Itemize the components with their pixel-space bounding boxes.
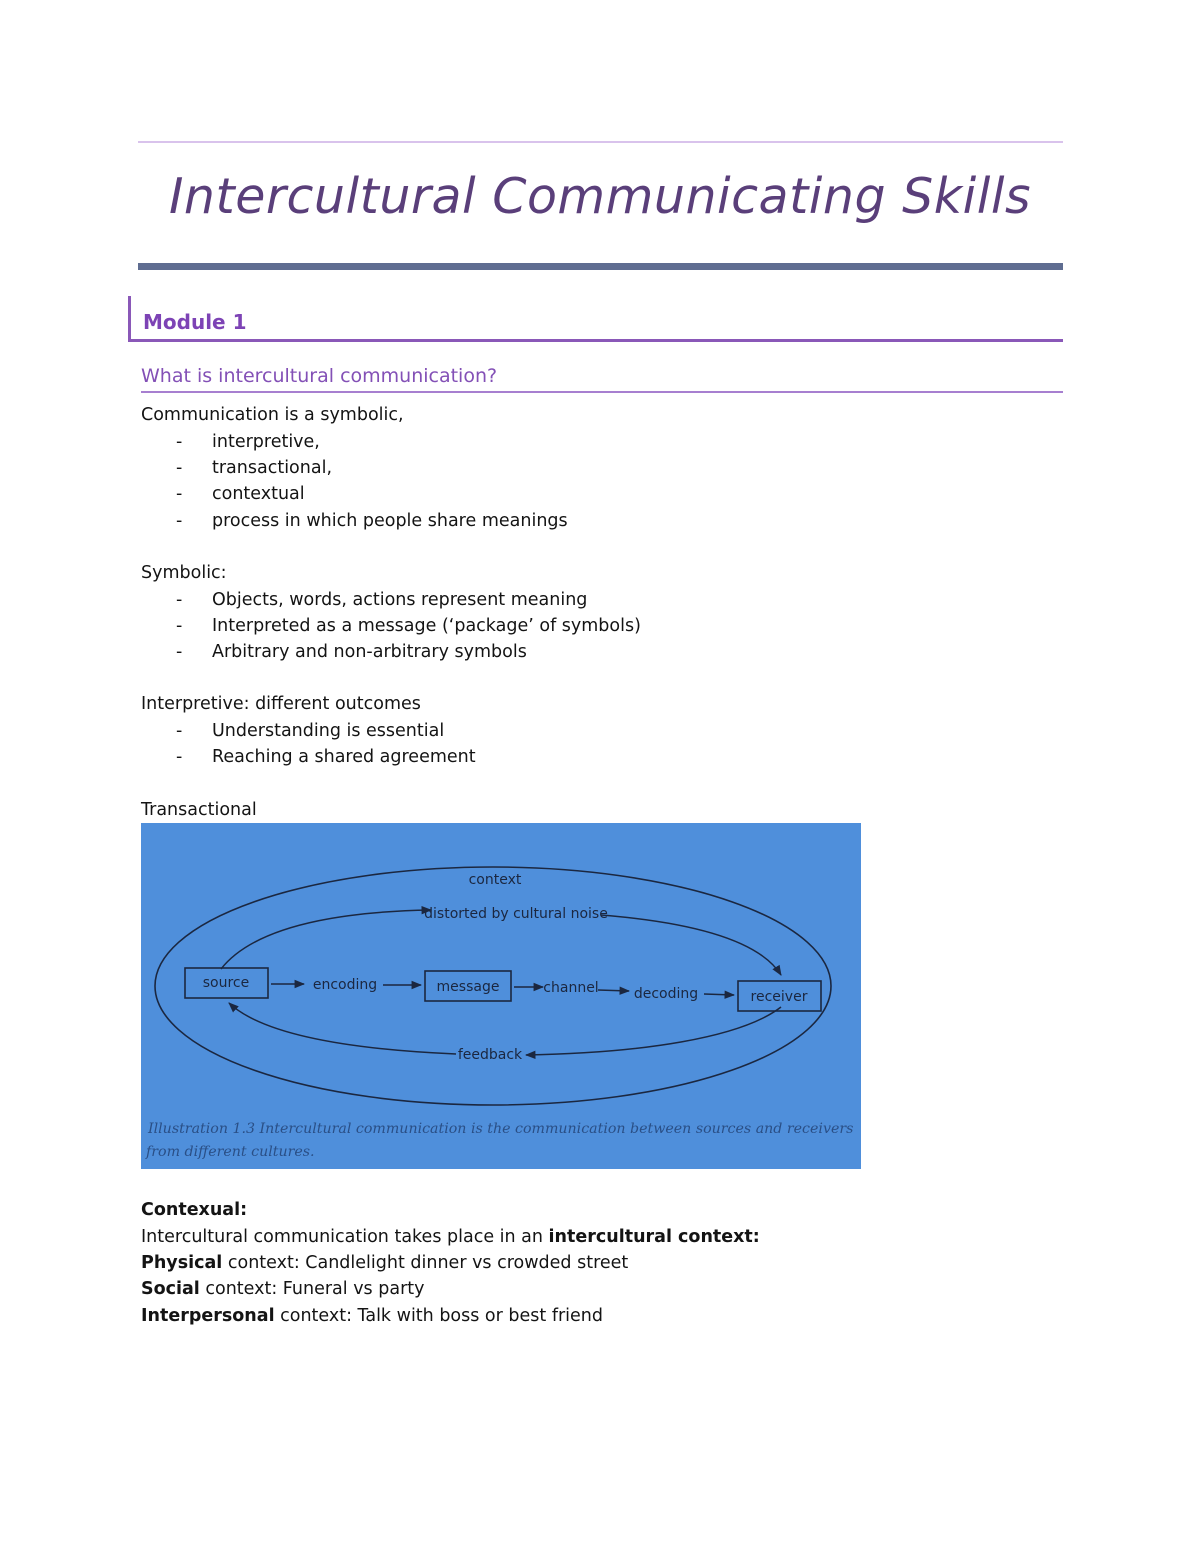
interpersonal-context-line: [141, 1305, 603, 1327]
interpersonal-bold: Interpersonal: [141, 1306, 275, 1326]
list-dash: -: [176, 458, 183, 478]
list-item: Arbitrary and non-arbitrary symbols: [212, 642, 527, 662]
list-item: transactional,: [212, 458, 333, 478]
physical-text: context: Candlelight dinner vs crowded street: [222, 1253, 629, 1273]
list-dash: -: [176, 747, 183, 767]
list-item: Reaching a shared agreement: [212, 747, 476, 767]
module-heading: Module 1: [143, 310, 247, 334]
noise-label: distorted by cultural noise: [424, 906, 608, 922]
social-text: context: Funeral vs party: [199, 1279, 425, 1299]
social-bold: Social: [141, 1279, 200, 1299]
top-divider: [138, 141, 1063, 143]
noise-arrow: [221, 910, 431, 969]
contextual-label: Contexual:: [141, 1200, 248, 1220]
noise-to-receiver-arrow: [601, 915, 781, 975]
communication-model-figure: [141, 823, 861, 1169]
decoding-receiver-arrow: [704, 994, 734, 995]
list-dash: -: [176, 511, 183, 531]
title-divider: [138, 263, 1063, 270]
source-label: source: [202, 975, 250, 991]
symbolic-label: Symbolic:: [141, 563, 227, 583]
section-divider: [141, 391, 1063, 393]
list-dash: -: [176, 642, 183, 662]
contextual-intro-text: Intercultural communication takes place in an: [141, 1227, 549, 1247]
feedback-arrow: [526, 1007, 781, 1055]
list-dash: -: [176, 590, 183, 610]
feedback-label: feedback: [457, 1047, 523, 1063]
figure-caption-line2: from different cultures.: [146, 1144, 315, 1160]
physical-bold: Physical: [141, 1253, 223, 1273]
communication-model-diagram: [141, 823, 861, 1169]
social-context-line: [141, 1278, 424, 1300]
list-dash: -: [176, 721, 183, 741]
list-item: Understanding is essential: [212, 721, 445, 741]
receiver-label: receiver: [750, 989, 808, 1005]
list-item: Objects, words, actions represent meaning: [212, 590, 588, 610]
list-item: interpretive,: [212, 432, 320, 452]
message-label: message: [436, 979, 500, 995]
list-dash: -: [176, 616, 183, 636]
decoding-label: decoding: [633, 986, 699, 1002]
list-item: Interpreted as a message (‘package’ of symbols): [212, 616, 641, 636]
module-divider: [128, 339, 1063, 342]
transactional-label: Transactional: [141, 800, 257, 820]
section-heading: What is intercultural communication?: [141, 365, 498, 387]
interpretive-label: Interpretive: different outcomes: [141, 694, 421, 714]
encoding-label: encoding: [312, 977, 378, 993]
list-dash: -: [176, 432, 183, 452]
physical-context-line: [141, 1252, 628, 1274]
channel-decoding-arrow: [598, 990, 629, 991]
interpersonal-text: context: Talk with boss or best friend: [274, 1306, 604, 1326]
channel-label: channel: [543, 980, 599, 996]
list-item: contextual: [212, 484, 305, 504]
context-label: context: [468, 872, 522, 888]
module-heading-bar: [128, 296, 131, 342]
contextual-intro-bold: intercultural context:: [548, 1227, 760, 1247]
document-title: Intercultural Communicating Skills: [168, 168, 1031, 225]
list-item: process in which people share meanings: [212, 511, 568, 531]
definition-intro: Communication is a symbolic,: [141, 405, 404, 425]
list-dash: -: [176, 484, 183, 504]
contextual-intro: [141, 1226, 760, 1248]
feedback-to-source-arrow: [229, 1003, 456, 1054]
figure-caption-line1: Illustration 1.3 Intercultural communication is the communication between sources and receivers: [148, 1121, 854, 1137]
